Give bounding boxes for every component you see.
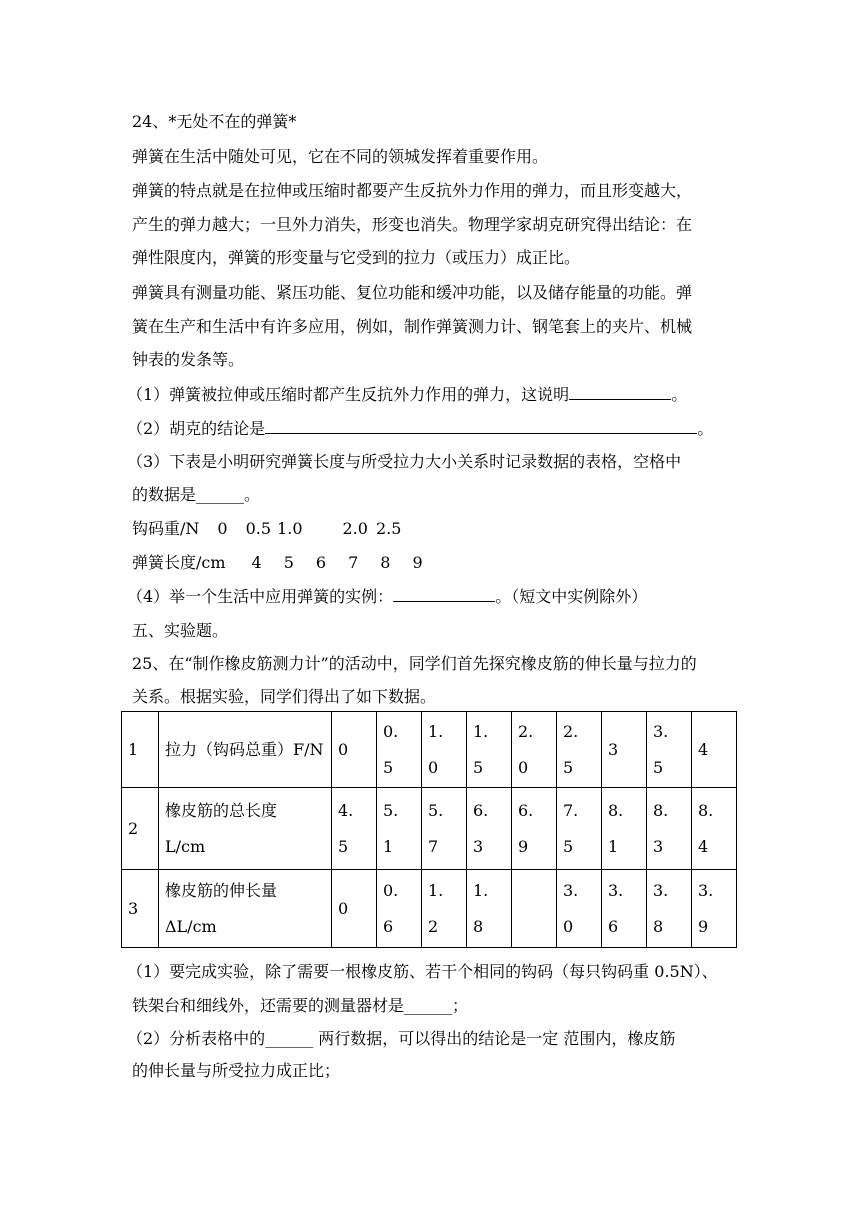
cell-value-part: 5 — [473, 757, 484, 777]
row-index: 3 — [122, 870, 159, 948]
cell-value-part: 1. — [428, 721, 444, 741]
row-label-line: 橡皮筋的总长度 — [165, 800, 278, 820]
cell-value-part: 0. — [383, 721, 399, 741]
table-cell — [512, 870, 557, 948]
length-value: 5 — [283, 553, 294, 572]
table-row — [122, 788, 737, 870]
cell-value-part: 0 — [518, 757, 529, 777]
length-row-label: 弹簧长度/cm — [132, 553, 226, 572]
cell-value-part: 8. — [698, 800, 714, 820]
q25-sub1-line-2 — [132, 996, 468, 1016]
cell-value-part: 3. — [653, 721, 669, 741]
cell-value-part: 3 — [608, 739, 619, 759]
table-cell — [422, 712, 467, 788]
cell-value-part: 5. — [428, 800, 444, 820]
cell-value-part: 5 — [338, 836, 349, 856]
length-value: 8 — [380, 553, 391, 572]
cell-value-part: 1. — [473, 880, 489, 900]
cell-value-part: 4 — [698, 739, 709, 759]
cell-value-part: 2. — [518, 721, 534, 741]
cell-value-part: 6. — [473, 800, 489, 820]
q25-sub1-line-1: （1）要完成实验，除了需要一根橡皮筋、若干个相同的钩码（每只钩码重 0.5N）、 — [127, 962, 718, 981]
q24-sub4-end: 。（短文中实例除外） — [495, 587, 648, 606]
cell-value-part: 1 — [608, 836, 619, 856]
q24-sub3-line-2 — [132, 485, 260, 505]
paragraph-2-line-2: 产生的弹力越大；一旦外力消失，形变也消失。物理学家胡克研究得出结论：在 — [132, 215, 693, 234]
q25-sub1-text: 铁架台和细线外，还需要的测量器材是 — [132, 996, 405, 1015]
section-5-title: 五、实验题。 — [132, 621, 229, 640]
q24-sub3-text: 的数据是 — [132, 485, 197, 504]
cell-value-part: 0 — [563, 916, 574, 936]
table-row — [122, 870, 737, 948]
cell-value-part: 6 — [383, 916, 394, 936]
weight-value: 0 — [217, 519, 228, 538]
table-cell — [422, 788, 467, 870]
question-25-line-1: 25、在“制作橡皮筋测力计”的活动中，同学们首先探究橡皮筋的伸长量与拉力的 — [132, 654, 697, 673]
cell-value-part: 2. — [563, 721, 579, 741]
paragraph-3-line-2: 簧在生产和生活中有许多应用，例如，制作弹簧测力计、钢笔套上的夹片、机械 — [132, 317, 693, 336]
cell-value-part: 5. — [383, 800, 399, 820]
cell-value-part: 0 — [338, 739, 349, 759]
paragraph-3-line-1: 弹簧具有测量功能、紧压功能、复位功能和缓冲功能，以及储存能量的功能。弹 — [132, 283, 693, 302]
cell-value-part: 3. — [653, 880, 669, 900]
cell-value-part: 3 — [473, 836, 484, 856]
cell-value-part: 1 — [383, 836, 394, 856]
q25-sub2-rest: 两行数据，可以得出的结论是一定 范围内，橡皮筋 — [313, 1029, 676, 1048]
table-cell — [602, 870, 647, 948]
row-label-line: 橡皮筋的伸长量 — [165, 880, 278, 900]
cell-value-part: 8 — [473, 916, 484, 936]
length-row — [132, 553, 423, 573]
q24-sub2-text: （2）胡克的结论是 — [127, 419, 266, 438]
table-cell — [602, 712, 647, 788]
q24-sub4-answer-blank[interactable] — [393, 585, 495, 602]
table-cell — [332, 870, 377, 948]
table-cell — [557, 788, 602, 870]
q24-sub2-end: 。 — [697, 419, 714, 438]
table-cell — [647, 870, 692, 948]
paragraph-2-line-3: 弹性限度内，弹簧的形变量与它受到的拉力（或压力）成正比。 — [132, 248, 581, 267]
cell-value-part: 4 — [698, 836, 709, 856]
cell-value-part: 1. — [473, 721, 489, 741]
weight-value: 2.5 — [375, 519, 402, 538]
cell-value-part: 7. — [563, 800, 579, 820]
cell-value-part: 1. — [428, 880, 444, 900]
table-cell — [692, 788, 737, 870]
row-label — [159, 712, 332, 788]
question-24-title: 24、*无处不在的弹簧* — [132, 112, 297, 131]
length-value: 9 — [412, 553, 423, 572]
length-value: 4 — [251, 553, 262, 572]
cell-value-part: 6 — [608, 916, 619, 936]
q24-sub2-answer-blank[interactable] — [265, 417, 697, 434]
q24-sub3-line-1: （3）下表是小明研究弹簧长度与所受拉力大小关系时记录数据的表格，空格中 — [127, 452, 682, 471]
table-cell — [332, 712, 377, 788]
table-cell — [692, 870, 737, 948]
q24-sub4-text: （4）举一个生活中应用弹簧的实例： — [127, 587, 394, 606]
cell-value-part: 0 — [338, 898, 349, 918]
table-cell — [377, 870, 422, 948]
table-cell — [467, 712, 512, 788]
paragraph-1: 弹簧在生活中随处可见，它在不同的领城发挥着重要作用。 — [132, 147, 549, 166]
cell-value-part: 6. — [518, 800, 534, 820]
q24-sub1-end: 。 — [671, 385, 688, 404]
cell-value-part: 3. — [698, 880, 714, 900]
cell-value-part: 9 — [698, 916, 709, 936]
row-label-line: ΔL/cm — [165, 916, 217, 936]
cell-value-part: 3. — [608, 880, 624, 900]
q25-sub2-text: （2）分析表格中的 — [127, 1029, 266, 1048]
row-index: 2 — [122, 788, 159, 870]
paragraph-2-line-1: 弹簧的特点就是在拉伸或压缩时都要产生反抗外力作用的弹力，而且形变越大， — [132, 181, 693, 200]
cell-value-part: 0 — [428, 757, 439, 777]
weight-value: 1.0 — [277, 519, 303, 538]
table-cell — [557, 870, 602, 948]
row-label-line: 拉力（钩码总重）F/N — [165, 739, 324, 759]
cell-value-part: 9 — [518, 836, 529, 856]
q24-sub3-end: 。 — [244, 485, 261, 504]
cell-value-part: 0. — [383, 880, 399, 900]
q24-sub4 — [127, 585, 647, 607]
table-cell — [692, 712, 737, 788]
q24-sub2 — [127, 417, 713, 439]
table-cell — [602, 788, 647, 870]
cell-value-part: 5 — [563, 757, 574, 777]
table-cell — [512, 788, 557, 870]
q24-sub1-answer-blank[interactable] — [569, 383, 671, 400]
cell-value-part: 7 — [428, 836, 439, 856]
cell-value-part: 5 — [563, 836, 574, 856]
table-cell — [557, 712, 602, 788]
table-cell — [467, 788, 512, 870]
cell-value-part: 5 — [653, 757, 664, 777]
weight-value: 0.5 — [245, 519, 272, 538]
cell-value-part: 5 — [383, 757, 394, 777]
q24-sub1 — [127, 383, 687, 405]
table-cell — [422, 870, 467, 948]
q25-sub2-answer-blank[interactable]: ______ — [265, 1029, 314, 1048]
weight-value: 2.0 — [342, 519, 368, 538]
q24-sub3-answer-blank[interactable]: ______ — [196, 485, 245, 504]
cell-value-part: 8. — [653, 800, 669, 820]
weight-row-label: 钩码重/N — [132, 519, 200, 538]
cell-value-part: 8 — [653, 916, 664, 936]
paragraph-3-line-3: 钟表的发条等。 — [132, 350, 245, 369]
cell-value-part: 3 — [653, 836, 664, 856]
row-label-line: L/cm — [165, 836, 206, 856]
row-index: 1 — [122, 712, 159, 788]
length-value: 7 — [348, 553, 359, 572]
rubber-band-data-table — [121, 711, 737, 948]
table-cell — [512, 712, 557, 788]
table-cell — [647, 788, 692, 870]
q24-sub1-text: （1）弹簧被拉伸或压缩时都产生反抗外力作用的弹力，这说明 — [127, 385, 570, 404]
table-cell — [647, 712, 692, 788]
weight-row — [132, 519, 401, 539]
row-label — [159, 870, 332, 948]
table-cell — [377, 712, 422, 788]
cell-value-part: 8. — [608, 800, 624, 820]
row-label — [159, 788, 332, 870]
q25-sub2-line-2: 的伸长量与所受拉力成正比； — [132, 1061, 341, 1080]
q25-sub1-end: ； — [452, 996, 469, 1015]
cell-value-part: 4. — [338, 800, 354, 820]
table-row — [122, 712, 737, 788]
length-value: 6 — [315, 553, 327, 572]
question-25-line-2: 关系。根据实验，同学们得出了如下数据。 — [132, 687, 437, 706]
table-cell — [467, 870, 512, 948]
table-cell — [332, 788, 377, 870]
q25-sub1-answer-blank[interactable]: ______ — [404, 996, 453, 1015]
q25-sub2-line-1 — [127, 1029, 675, 1049]
table-cell — [377, 788, 422, 870]
cell-value-part: 2 — [428, 916, 439, 936]
cell-value-part: 3. — [563, 880, 579, 900]
